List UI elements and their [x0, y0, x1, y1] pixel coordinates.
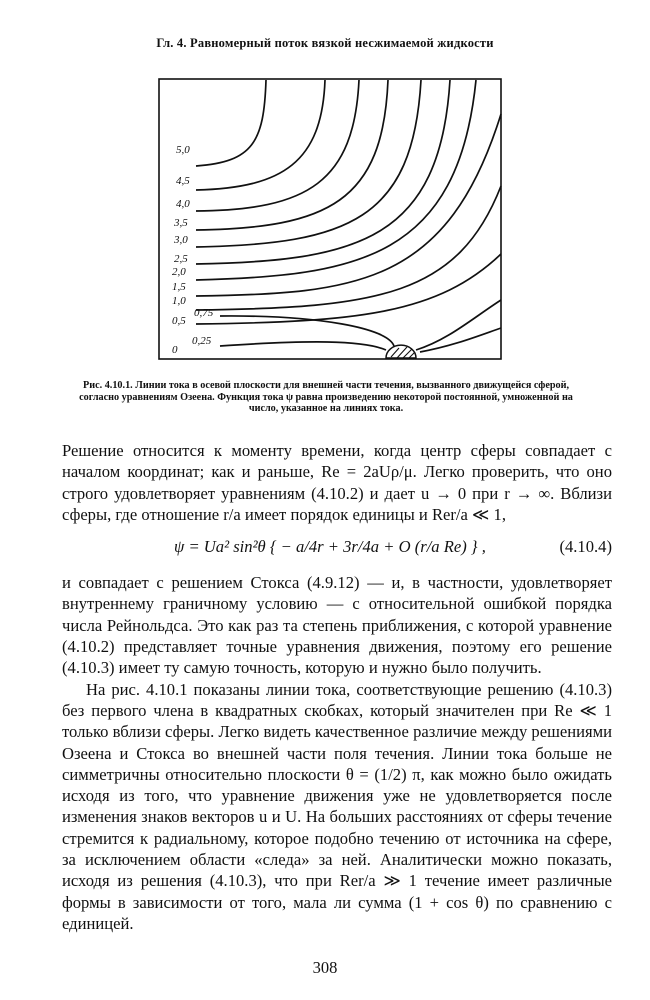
paragraph-3: На рис. 4.10.1 показаны линии тока, соответствующие решению (4.10.3) без первого члена в квадратных скобках, который значителен при Re ≪ 1 только вблизи сферы. Легко видеть качественное различие между решениями Озеена и Стокса во внешней части поля течения. Линии тока больше не симметричны относительно плоскости θ = (1/2) π, как можно было ожидать исходя из того, что уравнение движения уже не удовлетворяется после изменения знаков векторов u и U. На больших расстояниях от сферы течение стремится к радиальному, которое подобно течению от источника на сфере, за исключением области «следа» за ней. Аналитически можно показать, исходя из решения (4.10.3), что при Rer/a ≫ 1 течение имеет различные формы в зависимости от того, мала ли сумма (1 + cos θ) по сравнению с единицей. [62, 679, 612, 933]
equation-formula: ψ = Ua² sin²θ { − a/4r + 3r/4a + O (r/a Re) } , [174, 537, 486, 557]
label-1-5: 1,5 [172, 281, 186, 293]
label-2-5: 2,5 [174, 253, 188, 265]
label-2-0: 2,0 [172, 266, 186, 278]
streamline-1-0 [196, 186, 501, 310]
label-1-0: 1,0 [172, 295, 186, 307]
paragraph-1: Решение относится к моменту времени, когда центр сферы совпадает с началом координат; как и раньше, Re = 2aUρ/μ. Легко проверить, что оно строго удовлетворяет уравнениям (4.10.2) и дает u → 0 при r → ∞. Вблизи сферы, где отношение r/a имеет порядок единицы и Rer/a ≪ 1, [62, 441, 612, 524]
streamline-near-right-2 [420, 328, 501, 352]
equation-4-10-4 [62, 528, 612, 570]
sphere [386, 345, 416, 358]
label-0: 0 [172, 344, 178, 356]
label-5-0: 5,0 [176, 144, 190, 156]
label-0-5: 0,5 [172, 315, 186, 327]
streamline-4-5 [196, 80, 325, 190]
label-4-5: 4,5 [176, 175, 190, 187]
streamline-3-5 [196, 80, 388, 230]
streamline-4-0 [196, 80, 359, 211]
streamline-5-0 [196, 80, 266, 166]
streamline-0-5 [196, 254, 501, 324]
figure-caption: Рис. 4.10.1. Линии тока в осевой плоскости для внешней части течения, вызванного движущейся сферой, согласно уравнениям Озеена. Функция тока ψ равна произведению некоторой постоянной, умноженной на число, указанное на линиях тока. [79, 380, 573, 414]
label-4-0: 4,0 [176, 198, 190, 210]
label-3-0: 3,0 [174, 234, 188, 246]
label-3-5: 3,5 [174, 217, 188, 229]
body-text [62, 440, 612, 934]
label-0-75: 0,75 [194, 307, 214, 319]
streamline-3-0 [196, 80, 421, 247]
running-header: Гл. 4. Равномерный поток вязкой несжимаемой жидкости [156, 36, 494, 50]
page-number: 308 [312, 958, 338, 977]
label-0-25: 0,25 [192, 335, 212, 347]
streamline-0-25 [220, 342, 386, 350]
streamline-figure [158, 78, 502, 360]
paragraph-2: и совпадает с решением Стокса (4.9.12) — и, в частности, удовлетворяет внутреннему граничному условию — с относительной ошибкой порядка числа Рейнольдса. Это как раз та степень приближения, с которой уравнение (4.10.2) представляет точные уравнения движения, поэтому его решение (4.10.3) имеет ту самую точность, которую и нужно было получить. [62, 573, 612, 678]
equation-number: (4.10.4) [559, 537, 612, 557]
